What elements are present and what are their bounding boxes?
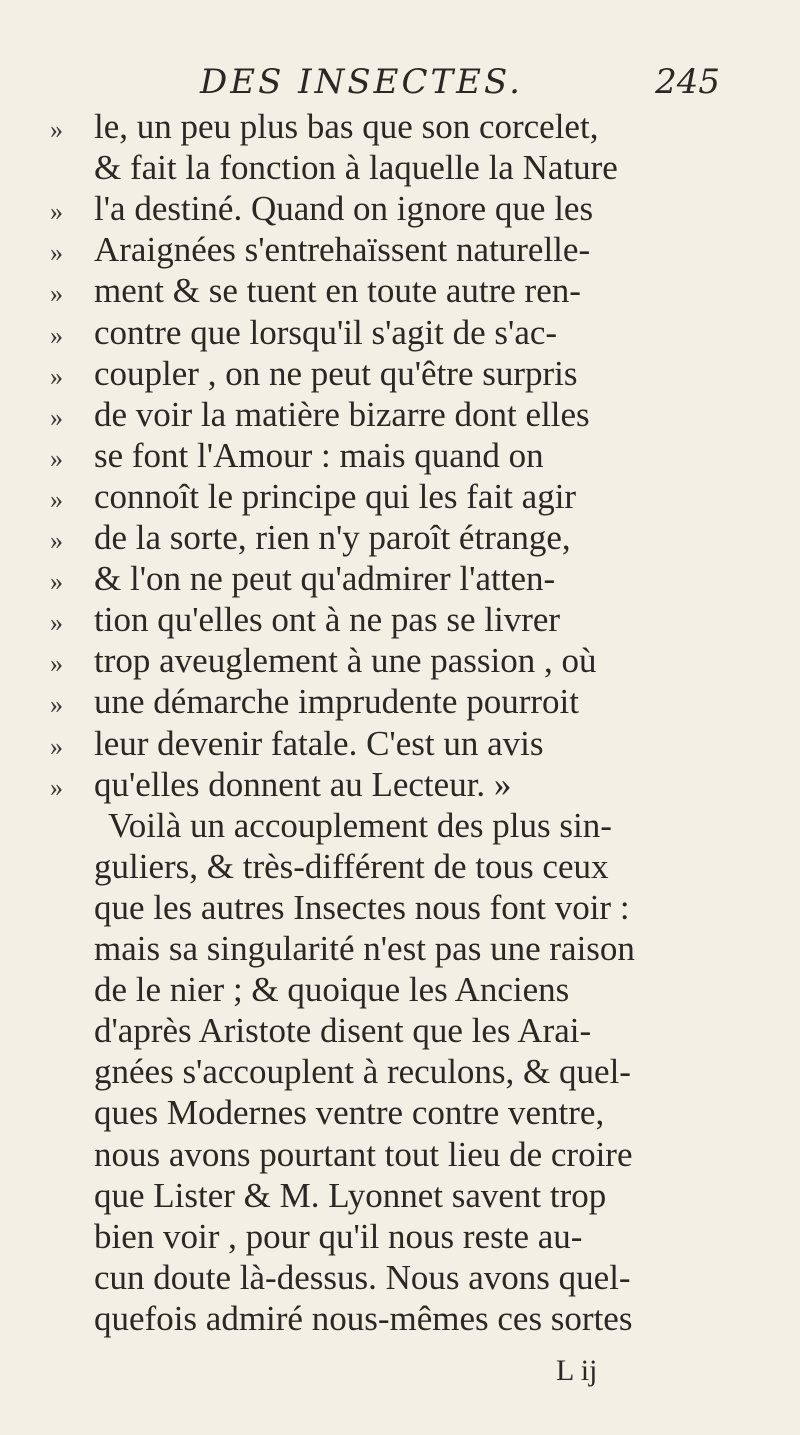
text-line: [50, 148, 770, 188]
line-text: connoît le principe qui les fait agir: [94, 476, 577, 516]
quote-mark: »: [50, 115, 63, 144]
line-text: le, un peu plus bas que son corcelet,: [94, 107, 599, 146]
quote-mark: »: [50, 238, 63, 268]
line-text: cun doute là-dessus. Nous avons quel-: [94, 1257, 631, 1297]
text-line: [50, 1217, 770, 1257]
quote-mark: »: [50, 484, 63, 514]
text-line: [50, 271, 770, 311]
line-text: mais sa singularité n'est pas une raison: [94, 929, 635, 968]
text-line: [50, 1093, 770, 1133]
text-line: [50, 1135, 770, 1175]
quote-mark: »: [50, 731, 63, 761]
line-text: que les autres Insectes nous font voir :: [94, 887, 630, 927]
text-line: [50, 1011, 770, 1051]
text-line: [50, 970, 770, 1010]
line-text: contre que lorsqu'il s'agit de s'ac-: [94, 312, 558, 352]
text-line: [50, 477, 770, 517]
text-line: [50, 518, 770, 558]
quote-mark: »: [50, 402, 63, 432]
line-text: d'après Aristote disent que les Arai-: [94, 1011, 592, 1051]
text-line: [50, 436, 770, 476]
text-line: [50, 354, 770, 394]
text-line: [50, 929, 770, 969]
line-text: ment & se tuent en toute autre ren-: [94, 271, 581, 311]
line-text: trop aveuglement à une passion , où: [94, 641, 597, 681]
line-text: leur devenir fatale. C'est un avis: [94, 723, 544, 763]
text-line: [50, 806, 800, 846]
line-text: bien voir , pour qu'il nous reste au-: [94, 1216, 583, 1256]
line-text: l'a destiné. Quand on ignore que les: [94, 189, 594, 229]
line-text: & fait la fonction à laquelle la Nature: [94, 148, 618, 188]
line-text: qu'elles donnent au Lecteur. »: [94, 764, 512, 804]
text-line: [50, 1052, 770, 1092]
text-line: [50, 888, 770, 928]
line-text: quefois admiré nous-mêmes ces sortes: [94, 1298, 633, 1338]
text-line: [50, 600, 770, 640]
text-line: [50, 724, 770, 764]
line-text: Araignées s'entrehaïssent naturelle-: [94, 230, 591, 270]
quote-mark: »: [50, 320, 63, 350]
quote-mark: »: [50, 608, 63, 638]
line-text: que Lister & M. Lyonnet savent trop: [94, 1175, 607, 1215]
page-number: 245: [655, 62, 720, 102]
text-line: [50, 1299, 770, 1339]
quote-mark: »: [50, 443, 63, 473]
line-text: de voir la matière bizarre dont elles: [94, 394, 590, 434]
text-line: [50, 1176, 770, 1216]
text-line: [50, 107, 770, 147]
text-line: [50, 313, 770, 353]
line-text: gnées s'accouplent à reculons, & quel-: [94, 1052, 631, 1092]
quote-mark: »: [50, 197, 63, 227]
quote-mark: »: [50, 649, 63, 679]
line-text: Voilà un accouplement des plus sin-: [108, 805, 612, 845]
quote-mark: »: [50, 567, 63, 597]
text-line: [50, 641, 770, 681]
line-text: nous avons pourtant tout lieu de croire: [94, 1134, 633, 1174]
line-text: ques Modernes ventre contre ventre,: [94, 1093, 605, 1133]
running-title: DES INSECTES.: [200, 62, 523, 102]
quote-mark: »: [50, 526, 63, 555]
line-text: de la sorte, rien n'y paroît étrange,: [94, 518, 571, 557]
text-line: [50, 1258, 770, 1298]
text-line: [50, 559, 770, 599]
line-text: coupler , on ne peut qu'être surpris: [94, 353, 578, 393]
quote-mark: »: [50, 279, 63, 309]
quote-mark: »: [50, 361, 63, 391]
text-line: [50, 395, 770, 435]
line-text: se font l'Amour : mais quand on: [94, 435, 544, 475]
line-text: de le nier ; & quoique les Anciens: [94, 970, 570, 1010]
text-line: [50, 230, 770, 270]
line-text: & l'on ne peut qu'admirer l'atten-: [94, 559, 556, 599]
quote-mark: »: [50, 772, 63, 802]
quote-mark: »: [50, 690, 63, 720]
signature-mark: L ij: [556, 1354, 598, 1387]
text-line: [50, 765, 770, 805]
text-line: [50, 189, 770, 229]
text-line: [50, 847, 770, 887]
line-text: guliers, & très-différent de tous ceux: [94, 846, 609, 886]
line-text: tion qu'elles ont à ne pas se livrer: [94, 600, 561, 640]
line-text: une démarche imprudente pourroit: [94, 682, 579, 722]
text-line: [50, 682, 770, 722]
running-header: [200, 62, 720, 102]
